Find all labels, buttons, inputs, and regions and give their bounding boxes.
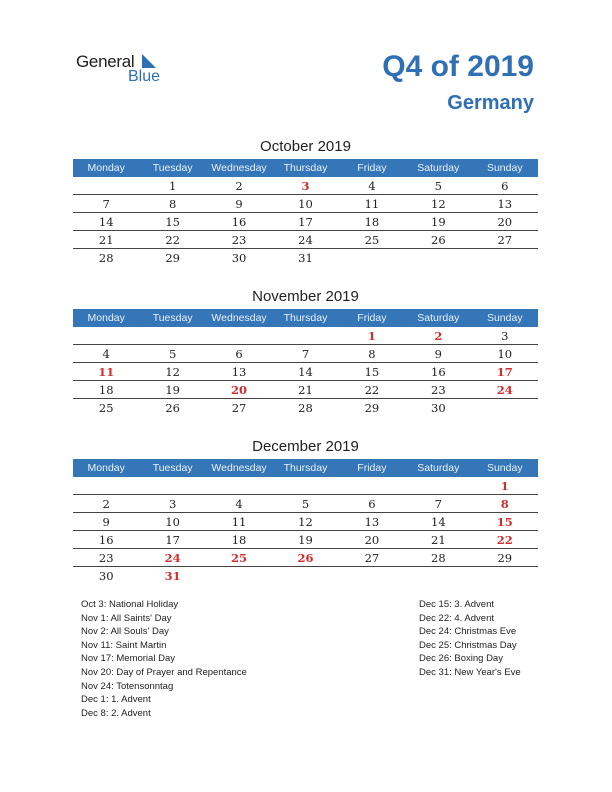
day-cell: 4 <box>73 345 139 363</box>
empty-cell <box>405 567 471 585</box>
week-row <box>73 231 538 249</box>
month-november <box>73 287 538 416</box>
empty-cell <box>472 399 538 417</box>
day-cell: 30 <box>231 250 247 265</box>
empty-cell <box>339 249 405 267</box>
day-cell: 9 <box>206 195 272 213</box>
empty-cell <box>73 477 139 495</box>
month-title: October 2019 <box>260 138 351 155</box>
day-cell: 2 <box>405 327 471 345</box>
weekday-header: Saturday <box>405 459 471 477</box>
day-cell: 16 <box>206 213 272 231</box>
week-row <box>73 513 538 531</box>
day-cell: 24 <box>139 549 205 567</box>
day-cell: 8 <box>472 495 538 513</box>
day-cell: 12 <box>139 363 205 381</box>
day-cell: 6 <box>339 495 405 513</box>
weekday-header: Tuesday <box>139 159 205 177</box>
day-cell: 21 <box>405 531 471 549</box>
day-cell: 8 <box>139 195 205 213</box>
day-cell: 11 <box>206 513 272 531</box>
day-cell: 29 <box>364 400 380 415</box>
day-cell: 27 <box>231 400 247 415</box>
day-cell: 29 <box>165 250 180 265</box>
week-row <box>73 249 538 267</box>
day-cell: 7 <box>405 495 471 513</box>
day-cell: 21 <box>272 381 338 399</box>
day-cell: 22 <box>472 531 538 549</box>
empty-cell <box>339 477 405 495</box>
day-cell: 6 <box>472 177 538 195</box>
holiday-note: Dec 8: 2. Advent <box>81 707 151 719</box>
holiday-note: Nov 24: Totensonntag <box>81 680 174 692</box>
empty-cell <box>405 477 471 495</box>
day-cell: 7 <box>272 345 338 363</box>
day-cell: 2 <box>206 177 272 195</box>
holiday-note: Nov 20: Day of Prayer and Repentance <box>81 666 247 678</box>
day-cell: 6 <box>206 345 272 363</box>
day-cell: 9 <box>73 513 139 531</box>
empty-cell <box>139 477 205 495</box>
day-cell: 28 <box>298 400 313 415</box>
holiday-note: Dec 25: Christmas Day <box>419 639 517 651</box>
empty-cell <box>206 567 272 585</box>
holiday-note: Dec 15: 3. Advent <box>419 599 494 610</box>
day-cell: 23 <box>206 231 272 249</box>
week-row <box>73 195 538 213</box>
weekday-header: Monday <box>73 309 139 327</box>
holiday-note: Dec 24: Christmas Eve <box>419 626 517 638</box>
day-cell: 22 <box>339 381 405 399</box>
day-cell: 17 <box>139 531 205 549</box>
weekday-header: Monday <box>73 159 139 177</box>
weekday-header: Saturday <box>405 159 471 177</box>
country-label: Germany <box>447 92 534 114</box>
weekday-header: Friday <box>339 459 405 477</box>
day-cell: 18 <box>339 213 405 231</box>
day-cell: 2 <box>73 495 139 513</box>
empty-cell <box>272 327 338 345</box>
day-cell: 25 <box>339 231 405 249</box>
empty-cell <box>206 327 272 345</box>
day-cell: 5 <box>139 345 205 363</box>
day-cell: 14 <box>405 513 471 531</box>
empty-cell <box>139 327 205 345</box>
weekday-header: Sunday <box>472 459 538 477</box>
week-row <box>73 399 538 417</box>
day-cell: 3 <box>472 327 538 345</box>
empty-cell <box>472 249 538 267</box>
holiday-note: Dec 1: 1. Advent <box>81 694 151 706</box>
week-row <box>73 213 538 231</box>
day-cell: 15 <box>139 213 205 231</box>
week-row <box>73 567 538 585</box>
day-cell: 26 <box>165 400 180 415</box>
week-row <box>73 381 538 399</box>
day-cell: 11 <box>73 363 139 381</box>
day-cell: 5 <box>405 177 471 195</box>
week-row <box>73 531 538 549</box>
day-cell: 13 <box>339 513 405 531</box>
day-cell: 1 <box>139 177 205 195</box>
weekday-header: Tuesday <box>139 459 205 477</box>
week-row <box>73 495 538 513</box>
weekday-header: Thursday <box>272 159 338 177</box>
day-cell: 15 <box>472 513 538 531</box>
page-title: Q4 of 2019 <box>382 50 534 83</box>
holiday-note: Dec 31: New Year's Eve <box>419 666 521 678</box>
brand-flag-icon <box>142 54 156 68</box>
day-cell: 13 <box>472 195 538 213</box>
weekday-header: Friday <box>339 309 405 327</box>
weekday-header: Sunday <box>472 159 538 177</box>
day-cell: 9 <box>405 345 471 363</box>
weekday-header: Friday <box>339 159 405 177</box>
day-cell: 1 <box>339 327 405 345</box>
day-cell: 14 <box>272 363 338 381</box>
month-title: December 2019 <box>252 438 359 455</box>
empty-cell <box>472 567 538 585</box>
week-row <box>73 345 538 363</box>
empty-cell <box>272 567 338 585</box>
day-cell: 12 <box>405 195 471 213</box>
holiday-note: Nov 2: All Souls' Day <box>81 626 169 638</box>
weekday-header: Tuesday <box>139 309 205 327</box>
day-cell: 3 <box>139 495 205 513</box>
brand-word-general: General <box>76 52 135 71</box>
weekday-header: Wednesday <box>206 459 272 477</box>
day-cell: 20 <box>339 531 405 549</box>
day-cell: 11 <box>339 195 405 213</box>
day-cell: 31 <box>164 568 181 583</box>
week-row <box>73 363 538 381</box>
day-cell: 18 <box>73 381 139 399</box>
day-cell: 4 <box>206 495 272 513</box>
day-cell: 20 <box>206 381 272 399</box>
day-cell: 27 <box>339 549 405 567</box>
week-row <box>73 549 538 567</box>
day-cell: 27 <box>472 231 538 249</box>
day-cell: 24 <box>472 381 538 399</box>
day-cell: 10 <box>472 345 538 363</box>
day-cell: 23 <box>73 549 139 567</box>
day-cell: 29 <box>472 549 538 567</box>
day-cell: 19 <box>139 381 205 399</box>
weekday-header: Wednesday <box>206 309 272 327</box>
day-cell: 10 <box>139 513 205 531</box>
day-cell: 28 <box>98 250 114 265</box>
day-cell: 14 <box>73 213 139 231</box>
day-cell: 25 <box>98 400 114 415</box>
day-cell: 16 <box>405 363 471 381</box>
empty-cell <box>272 477 338 495</box>
brand-logo <box>76 52 176 92</box>
day-cell: 16 <box>73 531 139 549</box>
week-row <box>73 177 538 195</box>
day-cell: 31 <box>298 250 313 265</box>
day-cell: 21 <box>73 231 139 249</box>
day-cell: 28 <box>405 549 471 567</box>
empty-cell <box>73 177 139 195</box>
month-december <box>73 437 538 584</box>
day-cell: 17 <box>472 363 538 381</box>
day-cell: 19 <box>405 213 471 231</box>
day-cell: 26 <box>405 231 471 249</box>
week-row <box>73 327 538 345</box>
holiday-notes-right <box>419 598 521 680</box>
day-cell: 30 <box>98 568 114 583</box>
day-cell: 10 <box>272 195 338 213</box>
day-cell: 23 <box>405 381 471 399</box>
weekday-header: Monday <box>73 459 139 477</box>
day-cell: 26 <box>272 549 338 567</box>
day-cell: 4 <box>339 177 405 195</box>
weekday-header: Saturday <box>405 309 471 327</box>
brand-word-blue: Blue <box>128 68 161 85</box>
holiday-note: Dec 26: Boxing Day <box>419 653 503 665</box>
empty-cell <box>73 327 139 345</box>
weekday-header: Sunday <box>472 309 538 327</box>
day-cell: 15 <box>339 363 405 381</box>
day-cell: 30 <box>431 400 446 415</box>
holiday-note: Oct 3: National Holiday <box>81 599 179 610</box>
calendar-grid <box>73 309 538 416</box>
day-cell: 22 <box>139 231 205 249</box>
calendar-grid <box>73 159 538 266</box>
day-cell: 18 <box>206 531 272 549</box>
holiday-note: Nov 17: Memorial Day <box>81 653 175 665</box>
day-cell: 20 <box>472 213 538 231</box>
day-cell: 7 <box>73 195 139 213</box>
empty-cell <box>206 477 272 495</box>
empty-cell <box>405 249 471 267</box>
day-cell: 17 <box>272 213 338 231</box>
calendar-grid <box>73 459 538 584</box>
holiday-note: Nov 11: Saint Martin <box>81 639 167 651</box>
month-october <box>73 137 538 266</box>
week-row <box>73 477 538 495</box>
day-cell: 24 <box>272 231 338 249</box>
month-title: November 2019 <box>252 288 359 305</box>
holiday-notes-left <box>81 598 247 720</box>
day-cell: 25 <box>206 549 272 567</box>
holiday-note: Dec 22: 4. Advent <box>419 612 494 624</box>
day-cell: 19 <box>272 531 338 549</box>
day-cell: 8 <box>339 345 405 363</box>
empty-cell <box>339 567 405 585</box>
day-cell: 12 <box>272 513 338 531</box>
weekday-header: Thursday <box>272 459 338 477</box>
weekday-header: Wednesday <box>206 159 272 177</box>
day-cell: 5 <box>272 495 338 513</box>
weekday-header: Thursday <box>272 309 338 327</box>
day-cell: 1 <box>472 477 538 495</box>
day-cell: 3 <box>272 177 338 195</box>
holiday-note: Nov 1: All Saints' Day <box>81 612 172 624</box>
day-cell: 13 <box>206 363 272 381</box>
